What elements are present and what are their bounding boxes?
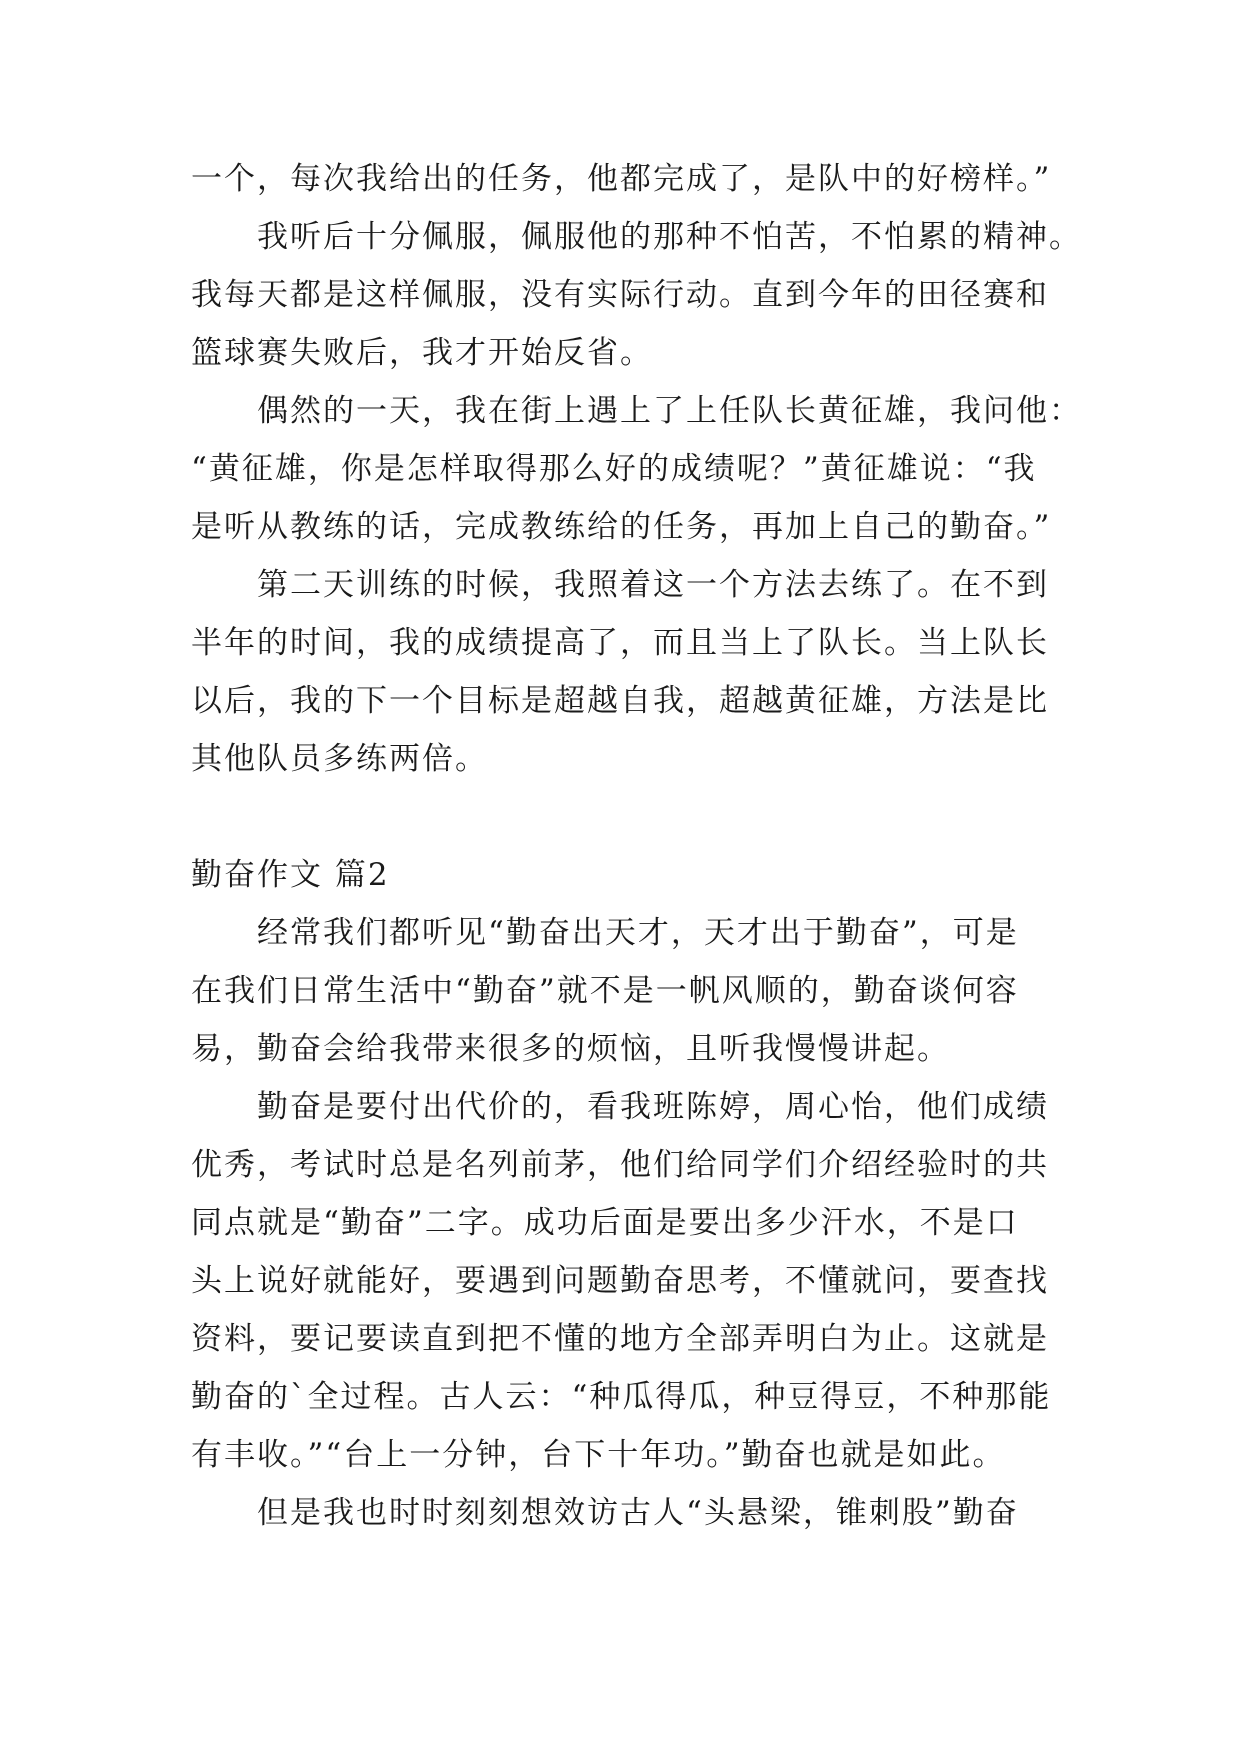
text-line: 以后，我的下一个目标是超越自我，超越黄征雄，方法是比 xyxy=(191,683,1049,719)
section-heading: 勤奋作文 篇2 xyxy=(191,857,390,893)
document-page xyxy=(191,150,1082,1542)
text-line: 易，勤奋会给我带来很多的烦恼，且听我慢慢讲起。 xyxy=(191,1031,950,1067)
text-line: 有丰收。”“台上一分钟，台下十年功。”勤奋也就是如此。 xyxy=(191,1437,1006,1473)
text-line: 在我们日常生活中“勤奋”就不是一帆风顺的，勤奋谈何容 xyxy=(191,973,1019,1009)
text-line: 我听后十分佩服，佩服他的那种不怕苦，不怕累的精神。 xyxy=(257,219,1082,255)
text-line: 资料，要记要读直到把不懂的地方全部弄明白为止。这就是 xyxy=(191,1321,1049,1357)
text-line: 是听从教练的话，完成教练给的任务，再加上自己的勤奋。” xyxy=(191,509,1052,545)
paragraph xyxy=(191,904,1051,1078)
paragraph xyxy=(191,208,1082,382)
paragraph xyxy=(191,1078,1051,1484)
text-line: 经常我们都听见“勤奋出天才，天才出于勤奋”，可是 xyxy=(257,915,1019,951)
paragraph xyxy=(191,382,1082,556)
text-line: 勤奋是要付出代价的，看我班陈婷，周心怡，他们成绩 xyxy=(257,1089,1049,1125)
text-line: 偶然的一天，我在街上遇上了上任队长黄征雄，我问他： xyxy=(257,393,1082,429)
paragraph xyxy=(191,1484,1051,1542)
text-line: 同点就是“勤奋”二字。成功后面是要出多少汗水，不是口 xyxy=(191,1205,1019,1241)
text-line: 我每天都是这样佩服，没有实际行动。直到今年的田径赛和 xyxy=(191,277,1049,313)
text-line: 优秀，考试时总是名列前茅，他们给同学们介绍经验时的共 xyxy=(191,1147,1049,1183)
text-line: 勤奋的`全过程。古人云：“种瓜得瓜，种豆得豆，不种那能 xyxy=(191,1379,1052,1415)
text-line: 但是我也时时刻刻想效访古人“头悬梁，锥刺股”勤奋 xyxy=(257,1495,1019,1531)
text-line: 一个，每次我给出的任务，他都完成了，是队中的好榜样。” xyxy=(191,161,1052,197)
blank-line xyxy=(191,788,1051,846)
paragraph xyxy=(191,556,1051,788)
text-line: 头上说好就能好，要遇到问题勤奋思考，不懂就问，要查找 xyxy=(191,1263,1049,1299)
text-line: 第二天训练的时候，我照着这一个方法去练了。在不到 xyxy=(257,567,1049,603)
text-line: “黄征雄，你是怎样取得那么好的成绩呢？”黄征雄说：“我 xyxy=(191,451,1037,487)
text-line: 篮球赛失败后，我才开始反省。 xyxy=(191,335,653,371)
paragraph-continuation xyxy=(191,150,1051,208)
text-line: 其他队员多练两倍。 xyxy=(191,741,488,777)
text-line: 半年的时间，我的成绩提高了，而且当上了队长。当上队长 xyxy=(191,625,1049,661)
